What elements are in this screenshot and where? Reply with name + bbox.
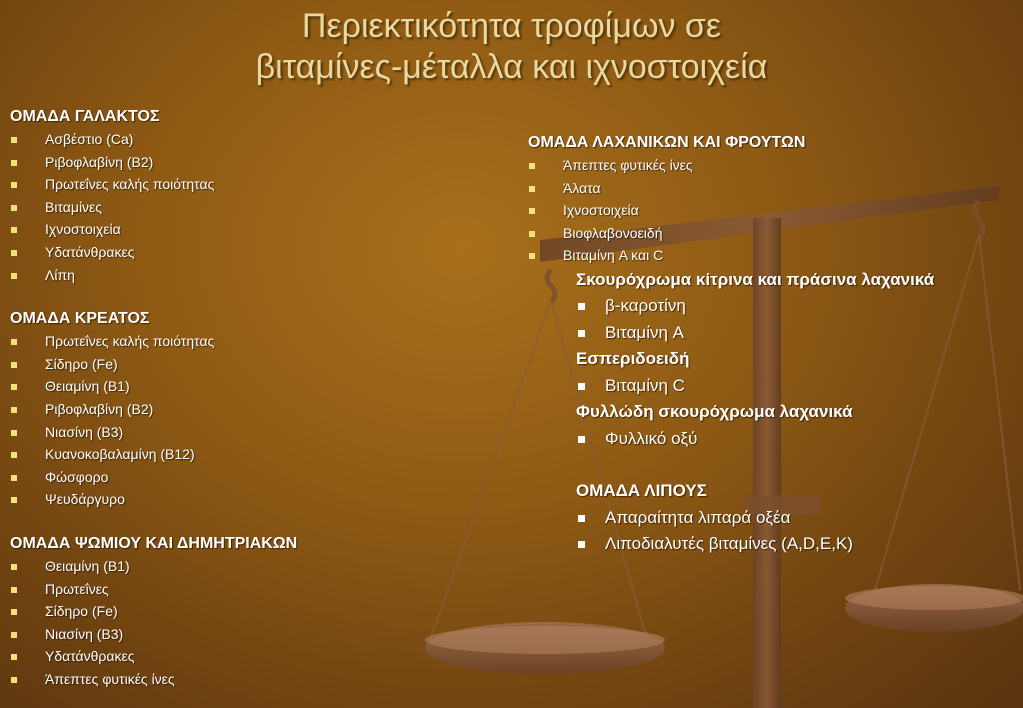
list-item: Σίδηρο (Fe) [10,353,490,376]
milk-group-heading: ΟΜΑΔΑ ΓΑΛΑΚΤΟΣ [10,108,160,125]
list-item: Πρωτεΐνες [10,578,490,601]
list-item: Κυανοκοβαλαμίνη (B12) [10,443,490,466]
meat-group-list [10,330,490,511]
list-item: Υδατάνθρακες [10,645,490,668]
milk-group-list [10,128,490,286]
fat-group-list [528,505,1018,558]
list-item: Ριβοφλαβίνη (B2) [10,398,490,421]
list-item: Βιταμίνη A [528,320,1018,347]
list-item: Θειαμίνη (B1) [10,555,490,578]
veg-group-list [528,154,1018,267]
list-item: Άπεπτες φυτικές ίνες [10,668,490,691]
list-item: Σίδηρο (Fe) [10,600,490,623]
list-item: Ριβοφλαβίνη (B2) [10,151,490,174]
list-item: Ασβέστιο (Ca) [10,128,490,151]
fat-group-heading: ΟΜΑΔΑ ΛΙΠΟΥΣ [576,481,707,501]
list-item: Άλατα [528,177,1018,200]
citrus-list [528,373,1018,400]
title-line-2: βιταμίνες-μέταλλα και ιχνοστοιχεία [255,48,768,86]
leafy-veg-list [528,426,1018,453]
right-column [528,132,1018,558]
list-item: Νιασίνη (B3) [10,623,490,646]
list-item: Θειαμίνη (B1) [10,375,490,398]
list-item: Άπεπτες φυτικές ίνες [528,154,1018,177]
bread-group-list [10,555,490,691]
title-line-1: Περιεκτικότητα τροφίμων σε [301,7,722,45]
list-item: Ιχνοστοιχεία [528,199,1018,222]
list-item: Φώσφορο [10,466,490,489]
list-item: Ιχνοστοιχεία [10,218,490,241]
list-item: Ψευδάργυρο [10,488,490,511]
left-column [10,106,490,690]
list-item: Βιταμίνη C [528,373,1018,400]
citrus-heading: Εσπεριδοειδή [576,349,690,369]
list-item: Βιταμίνη A και C [528,244,1018,267]
list-item: Λιποδιαλυτές βιταμίνες (A,D,E,K) [528,531,1018,558]
yellow-green-veg-list [528,293,1018,346]
list-item: Λίπη [10,264,490,287]
list-item: Φυλλικό οξύ [528,426,1018,453]
leafy-veg-heading: Φυλλώδη σκουρόχρωμα λαχανικά [576,402,853,422]
list-item: Πρωτεΐνες καλής ποιότητας [10,173,490,196]
list-item: Βιταμίνες [10,196,490,219]
bread-group-heading: ΟΜΑΔΑ ΨΩΜΙΟΥ ΚΑΙ ΔΗΜΗΤΡΙΑΚΩΝ [10,534,298,552]
slide-title [0,6,1023,88]
list-item: Πρωτεΐνες καλής ποιότητας [10,330,490,353]
veg-group-heading: ΟΜΑΔΑ ΛΑΧΑΝΙΚΩΝ ΚΑΙ ΦΡΟΥΤΩΝ [528,134,806,151]
list-item: Απαραίτητα λιπαρά οξέα [528,505,1018,532]
list-item: Βιοφλαβονοειδή [528,222,1018,245]
list-item: Νιασίνη (B3) [10,421,490,444]
yellow-green-veg-heading: Σκουρόχρωμα κίτρινα και πράσινα λαχανικά [576,269,935,289]
list-item: β-καροτίνη [528,293,1018,320]
list-item: Υδατάνθρακες [10,241,490,264]
meat-group-heading: ΟΜΑΔΑ ΚΡΕΑΤΟΣ [10,310,150,328]
